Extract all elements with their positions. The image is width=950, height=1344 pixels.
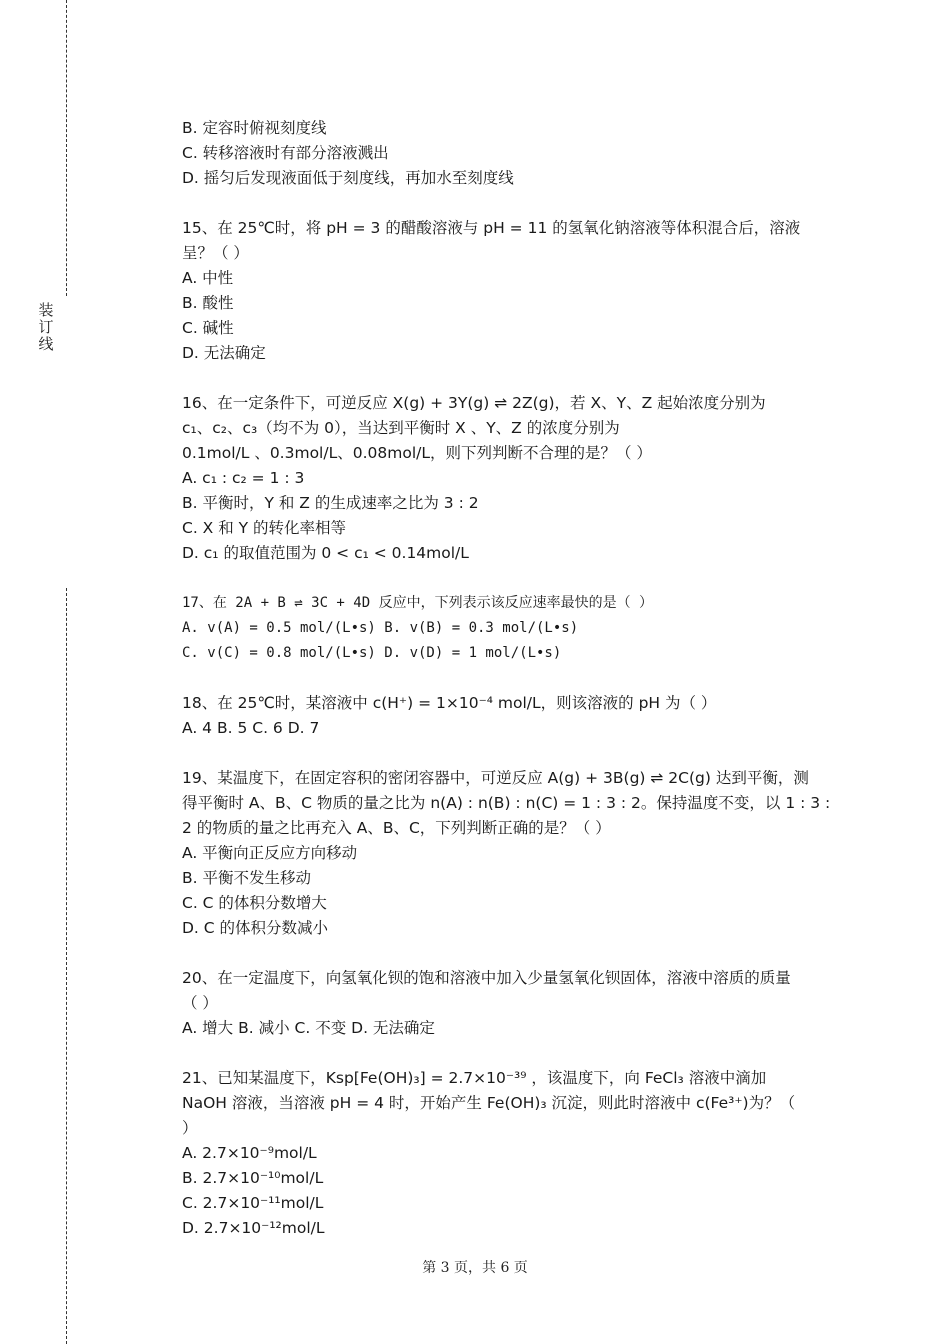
option: A. 2.7×10⁻⁹mol/L [182,1144,317,1162]
question-stem: 2 的物质的量之比再充入 A、B、C，下列判断正确的是？（ ） [182,819,611,837]
question-15 [182,216,842,366]
question-stem: 0.1mol/L 、0.3mol/L、0.08mol/L，则下列判断不合理的是？（ ） [182,444,652,462]
option: C. 2.7×10⁻¹¹mol/L [182,1194,324,1212]
binding-line-bottom [66,588,67,1344]
option: D. c₁ 的取值范围为 0 < c₁ < 0.14mol/L [182,544,469,562]
option: A. 4 B. 5 C. 6 D. 7 [182,719,320,737]
option: C. 转移溶液时有部分溶液溅出 [182,144,389,162]
question-stem: NaOH 溶液，当溶液 pH = 4 时，开始产生 Fe(OH)₃ 沉淀，则此时溶液中 c(Fe³⁺)为？（ [182,1094,796,1112]
option: C. C 的体积分数增大 [182,894,327,912]
option: A. 增大 B. 减小 C. 不变 D. 无法确定 [182,1019,435,1037]
option: B. 平衡不发生移动 [182,869,311,887]
question-stem: 18、在 25℃时，某溶液中 c(H⁺) = 1×10⁻⁴ mol/L，则该溶液的 pH 为（ ） [182,694,717,712]
question-17 [182,591,842,666]
question-20 [182,966,842,1041]
option: B. 酸性 [182,294,234,312]
option: C. X 和 Y 的转化率相等 [182,519,347,537]
question-14-continued [182,116,842,191]
option: D. 摇匀后发现液面低于刻度线，再加水至刻度线 [182,169,514,187]
option: B. 平衡时，Y 和 Z 的生成速率之比为 3 : 2 [182,494,479,512]
option: D. 2.7×10⁻¹²mol/L [182,1219,325,1237]
question-stem: 21、已知某温度下，Ksp[Fe(OH)₃] = 2.7×10⁻³⁹ ，该温度下，向 FeCl₃ 溶液中滴加 [182,1069,767,1087]
question-21 [182,1066,842,1241]
question-stem: 呈？（ ） [182,244,249,262]
option: B. 定容时俯视刻度线 [182,119,327,137]
binding-line-top [66,0,67,296]
question-stem: （ ） [182,994,218,1012]
question-stem: 得平衡时 A、B、C 物质的量之比为 n(A) : n(B) : n(C) = 1 : 3 : 2。保持温度不变，以 1 : 3 : [182,794,831,812]
option: D. C 的体积分数减小 [182,919,329,937]
question-stem: 20、在一定温度下，向氢氧化钡的饱和溶液中加入少量氢氧化钡固体，溶液中溶质的质量 [182,969,791,987]
question-stem: c₁、c₂、c₃（均不为 0），当达到平衡时 X 、Y、Z 的浓度分别为 [182,419,620,437]
question-19 [182,766,842,941]
binding-char: 线 [38,335,54,353]
option: B. 2.7×10⁻¹⁰mol/L [182,1169,324,1187]
exam-content [182,116,842,1241]
question-stem: 19、某温度下，在固定容积的密闭容器中，可逆反应 A(g) + 3B(g) ⇌ 2C(g) 达到平衡，测 [182,769,809,787]
binding-char: 装 [38,301,54,319]
question-stem: 15、在 25℃时，将 pH = 3 的醋酸溶液与 pH = 11 的氢氧化钠溶液等体积混合后，溶液 [182,219,801,237]
option: A. c₁ : c₂ = 1 : 3 [182,469,305,487]
option: C. v(C) = 0.8 mol/(L•s) D. v(D) = 1 mol/(L•s) [182,645,562,661]
page-number: 第 3 页，共 6 页 [422,1260,528,1276]
option: D. 无法确定 [182,344,266,362]
option: C. 碱性 [182,319,234,337]
binding-label [36,302,56,353]
question-stem: ） [182,1119,198,1137]
option: A. 中性 [182,269,234,287]
question-18 [182,691,842,741]
binding-char: 订 [38,318,54,336]
option: A. v(A) = 0.5 mol/(L•s) B. v(B) = 0.3 mol/(L•s) [182,620,579,636]
question-stem: 16、在一定条件下，可逆反应 X(g) + 3Y(g) ⇌ 2Z(g)，若 X、Y、Z 起始浓度分别为 [182,394,766,412]
question-stem: 17、在 2A + B ⇌ 3C + 4D 反应中，下列表示该反应速率最快的是（ ） [182,595,654,611]
option: A. 平衡向正反应方向移动 [182,844,358,862]
question-16 [182,391,842,566]
